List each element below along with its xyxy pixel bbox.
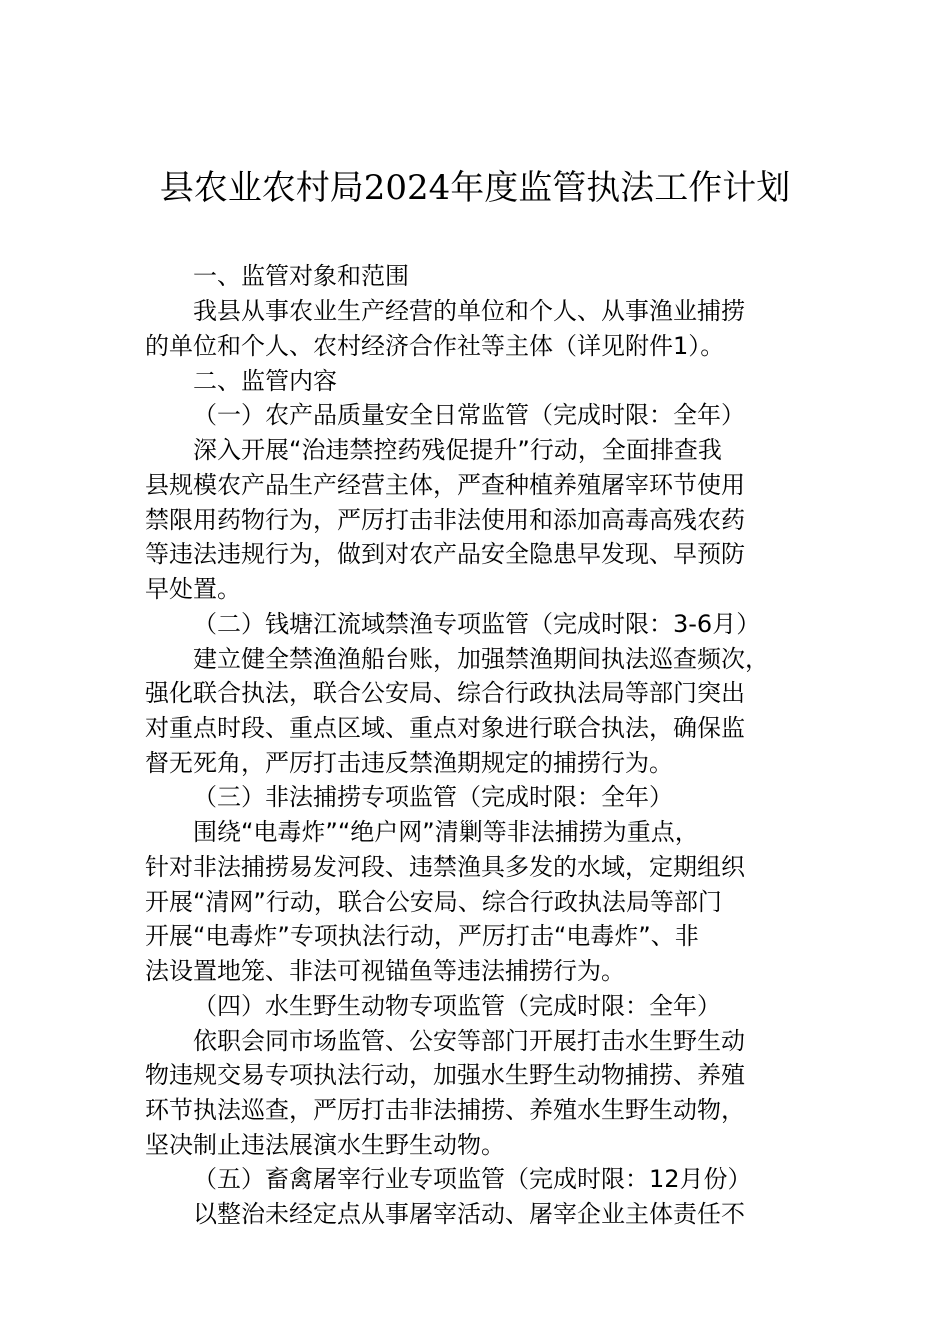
paragraph-line: 开展“清网”行动，联合公安局、综合行政执法局等部门 <box>145 888 722 916</box>
section-heading-content: 二、监管内容 <box>193 367 337 395</box>
paragraph-line: 禁限用药物行为，严厉打击非法使用和添加高毒高残农药 <box>145 506 745 534</box>
subsection-heading-5: （五）畜禽屠宰行业专项监管（完成时限：12月份） <box>193 1165 752 1193</box>
paragraph-line: 我县从事农业生产经营的单位和个人、从事渔业捕捞 <box>193 297 745 325</box>
paragraph-line: 开展“电毒炸”专项执法行动，严厉打击“电毒炸”、非 <box>145 922 699 950</box>
paragraph-line: 的单位和个人、农村经济合作社等主体（详见附件1）。 <box>145 332 725 360</box>
paragraph-line: 环节执法巡查，严厉打击非法捕捞、养殖水生野生动物， <box>145 1096 745 1124</box>
subsection-heading-4: （四）水生野生动物专项监管（完成时限：全年） <box>193 992 721 1020</box>
paragraph-line: 坚决制止违法展演水生野生动物。 <box>145 1131 505 1159</box>
paragraph-line: 依职会同市场监管、公安等部门开展打击水生野生动 <box>193 1027 745 1055</box>
subsection-heading-2: （二）钱塘江流域禁渔专项监管（完成时限：3-6月） <box>193 610 761 638</box>
subsection-heading-3: （三）非法捕捞专项监管（完成时限：全年） <box>193 783 673 811</box>
paragraph-line: 等违法违规行为，做到对农产品安全隐患早发现、早预防 <box>145 540 745 568</box>
paragraph-line: 深入开展“治违禁控药残促提升”行动，全面排查我 <box>193 436 722 464</box>
subsection-heading-1: （一）农产品质量安全日常监管（完成时限：全年） <box>193 401 745 429</box>
paragraph-line: 对重点时段、重点区域、重点对象进行联合执法，确保监 <box>145 714 745 742</box>
document-title: 县农业农村局2024年度监管执法工作计划 <box>159 168 791 208</box>
paragraph-line: 早处置。 <box>145 575 241 603</box>
paragraph-line: 县规模农产品生产经营主体，严查种植养殖屠宰环节使用 <box>145 471 745 499</box>
paragraph-line: 建立健全禁渔渔船台账，加强禁渔期间执法巡查频次， <box>193 645 769 673</box>
paragraph-line: 强化联合执法，联合公安局、综合行政执法局等部门突出 <box>145 679 745 707</box>
paragraph-line: 针对非法捕捞易发河段、违禁渔具多发的水域，定期组织 <box>145 853 745 881</box>
section-heading-scope: 一、监管对象和范围 <box>193 262 409 290</box>
paragraph-line: 以整治未经定点从事屠宰活动、屠宰企业主体责任不 <box>193 1200 745 1228</box>
paragraph-line: 物违规交易专项执法行动，加强水生野生动物捕捞、养殖 <box>145 1061 745 1089</box>
paragraph-line: 围绕“电毒炸”“绝户网”清剿等非法捕捞为重点， <box>193 818 699 846</box>
paragraph-line: 督无死角，严厉打击违反禁渔期规定的捕捞行为。 <box>145 749 673 777</box>
paragraph-line: 法设置地笼、非法可视锚鱼等违法捕捞行为。 <box>145 957 625 985</box>
